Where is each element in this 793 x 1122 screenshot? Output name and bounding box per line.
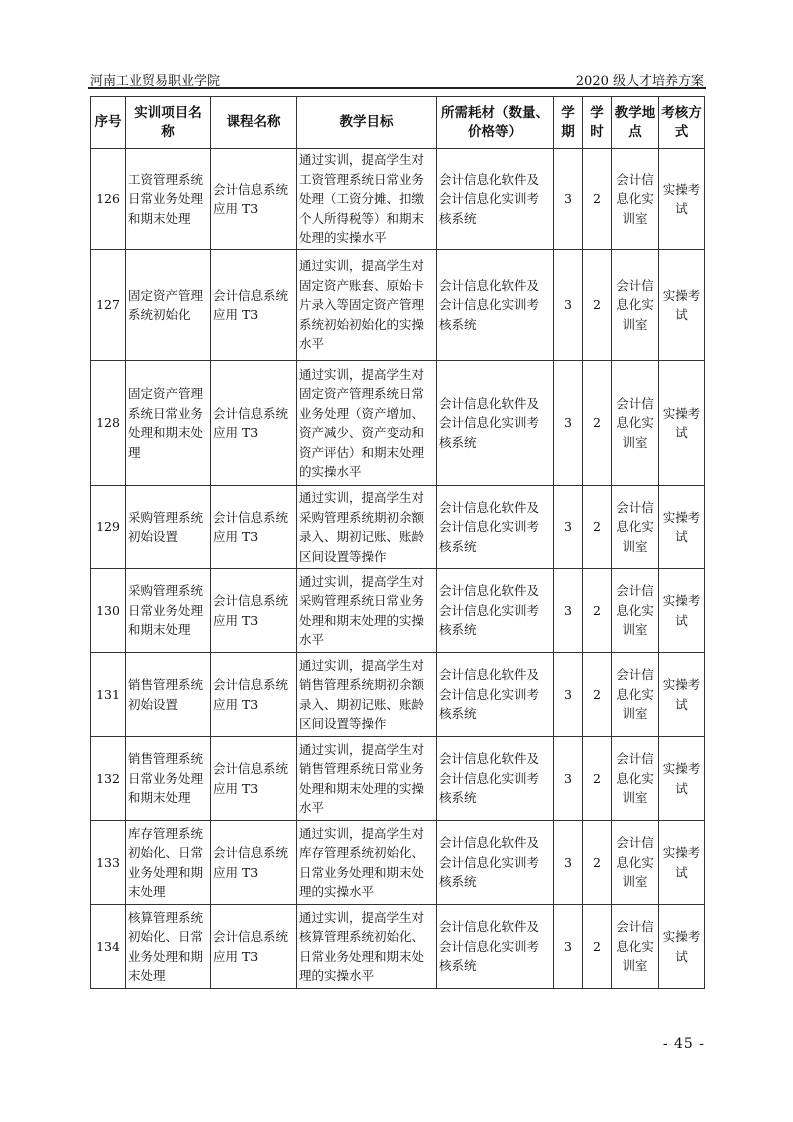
cell-project: 采购管理系统初始设置 [126,486,211,569]
cell-no: 130 [91,569,126,653]
cell-course: 会计信息系统应用 T3 [211,250,297,361]
cell-hours: 2 [583,486,612,569]
cell-materials: 会计信息化软件及会计信息化实训考核系统 [437,149,554,250]
cell-place: 会计信息化实训室 [612,486,659,569]
cell-project: 销售管理系统初始设置 [126,653,211,737]
cell-materials: 会计信息化软件及会计信息化实训考核系统 [437,653,554,737]
page-header [88,70,706,88]
cell-project: 固定资产管理系统日常业务处理和期末处理 [126,361,211,486]
cell-term: 3 [554,569,583,653]
cell-hours: 2 [583,361,612,486]
cell-course: 会计信息系统应用 T3 [211,486,297,569]
cell-materials: 会计信息化软件及会计信息化实训考核系统 [437,737,554,821]
cell-assess: 实操考试 [659,149,705,250]
cell-goal: 通过实训，提高学生对核算管理系统初始化、日常业务处理和期末处理的实操水平 [297,905,437,989]
cell-place: 会计信息化实训室 [612,361,659,486]
cell-assess: 实操考试 [659,361,705,486]
col-header-materials: 所需耗材（数量、价格等） [437,97,554,149]
table-row [91,569,705,653]
table-row [91,821,705,905]
cell-term: 3 [554,653,583,737]
cell-place: 会计信息化实训室 [612,250,659,361]
cell-project: 销售管理系统日常业务处理和期末处理 [126,737,211,821]
col-header-assess: 考核方式 [659,97,705,149]
cell-goal: 通过实训，提高学生对工资管理系统日常业务处理（工资分摊、扣缴个人所得税等）和期末处理的实操水平 [297,149,437,250]
col-header-goal: 教学目标 [297,97,437,149]
cell-assess: 实操考试 [659,569,705,653]
cell-no: 132 [91,737,126,821]
cell-goal: 通过实训，提高学生对采购管理系统日常业务处理和期末处理的实操水平 [297,569,437,653]
header-document-title: 2020 级人才培养方案 [575,74,704,89]
cell-place: 会计信息化实训室 [612,905,659,989]
cell-hours: 2 [583,821,612,905]
cell-goal: 通过实训，提高学生对销售管理系统期初余额录入、期初记账、账龄区间设置等操作 [297,653,437,737]
cell-course: 会计信息系统应用 T3 [211,737,297,821]
table-row [91,361,705,486]
cell-hours: 2 [583,250,612,361]
cell-materials: 会计信息化软件及会计信息化实训考核系统 [437,486,554,569]
cell-hours: 2 [583,149,612,250]
col-header-place: 教学地点 [612,97,659,149]
cell-project: 固定资产管理系统初始化 [126,250,211,361]
cell-materials: 会计信息化软件及会计信息化实训考核系统 [437,569,554,653]
cell-materials: 会计信息化软件及会计信息化实训考核系统 [437,905,554,989]
cell-assess: 实操考试 [659,250,705,361]
header-school-name: 河南工业贸易职业学院 [90,74,221,89]
cell-hours: 2 [583,905,612,989]
col-header-hours: 学时 [583,97,612,149]
cell-no: 127 [91,250,126,361]
cell-place: 会计信息化实训室 [612,737,659,821]
cell-assess: 实操考试 [659,653,705,737]
table-header-row [91,97,705,149]
cell-project: 核算管理系统初始化、日常业务处理和期末处理 [126,905,211,989]
cell-no: 134 [91,905,126,989]
cell-materials: 会计信息化软件及会计信息化实训考核系统 [437,821,554,905]
cell-goal: 通过实训，提高学生对库存管理系统初始化、日常业务处理和期末处理的实操水平 [297,821,437,905]
cell-goal: 通过实训，提高学生对采购管理系统期初余额录入、期初记账、账龄区间设置等操作 [297,486,437,569]
cell-place: 会计信息化实训室 [612,149,659,250]
col-header-term: 学期 [554,97,583,149]
cell-materials: 会计信息化软件及会计信息化实训考核系统 [437,250,554,361]
table-row [91,653,705,737]
cell-place: 会计信息化实训室 [612,653,659,737]
col-header-course: 课程名称 [211,97,297,149]
cell-course: 会计信息系统应用 T3 [211,149,297,250]
cell-project: 库存管理系统初始化、日常业务处理和期末处理 [126,821,211,905]
cell-term: 3 [554,905,583,989]
table-row [91,737,705,821]
cell-goal: 通过实训，提高学生对销售管理系统日常业务处理和期末处理的实操水平 [297,737,437,821]
cell-hours: 2 [583,569,612,653]
table-row [91,905,705,989]
cell-goal: 通过实训，提高学生对固定资产管理系统日常业务处理（资产增加、资产减少、资产变动和资产评估）和期末处理的实操水平 [297,361,437,486]
cell-no: 129 [91,486,126,569]
cell-assess: 实操考试 [659,821,705,905]
table-row [91,250,705,361]
cell-place: 会计信息化实训室 [612,569,659,653]
cell-term: 3 [554,361,583,486]
header-rule [88,87,706,89]
col-header-no: 序号 [91,97,126,149]
page-number: - 45 - [662,1036,705,1052]
cell-assess: 实操考试 [659,905,705,989]
cell-no: 131 [91,653,126,737]
cell-assess: 实操考试 [659,737,705,821]
cell-goal: 通过实训，提高学生对固定资产账套、原始卡片录入等固定资产管理系统初始初始化的实操水平 [297,250,437,361]
col-header-project: 实训项目名称 [126,97,211,149]
cell-term: 3 [554,149,583,250]
training-projects-table [90,96,705,989]
table-row [91,486,705,569]
cell-hours: 2 [583,737,612,821]
cell-term: 3 [554,486,583,569]
cell-term: 3 [554,737,583,821]
cell-project: 采购管理系统日常业务处理和期末处理 [126,569,211,653]
cell-course: 会计信息系统应用 T3 [211,361,297,486]
cell-course: 会计信息系统应用 T3 [211,653,297,737]
cell-course: 会计信息系统应用 T3 [211,905,297,989]
cell-project: 工资管理系统日常业务处理和期末处理 [126,149,211,250]
cell-assess: 实操考试 [659,486,705,569]
cell-term: 3 [554,250,583,361]
cell-term: 3 [554,821,583,905]
cell-place: 会计信息化实训室 [612,821,659,905]
cell-materials: 会计信息化软件及会计信息化实训考核系统 [437,361,554,486]
table-row [91,149,705,250]
cell-hours: 2 [583,653,612,737]
cell-no: 133 [91,821,126,905]
cell-no: 128 [91,361,126,486]
cell-course: 会计信息系统应用 T3 [211,569,297,653]
cell-course: 会计信息系统应用 T3 [211,821,297,905]
cell-no: 126 [91,149,126,250]
